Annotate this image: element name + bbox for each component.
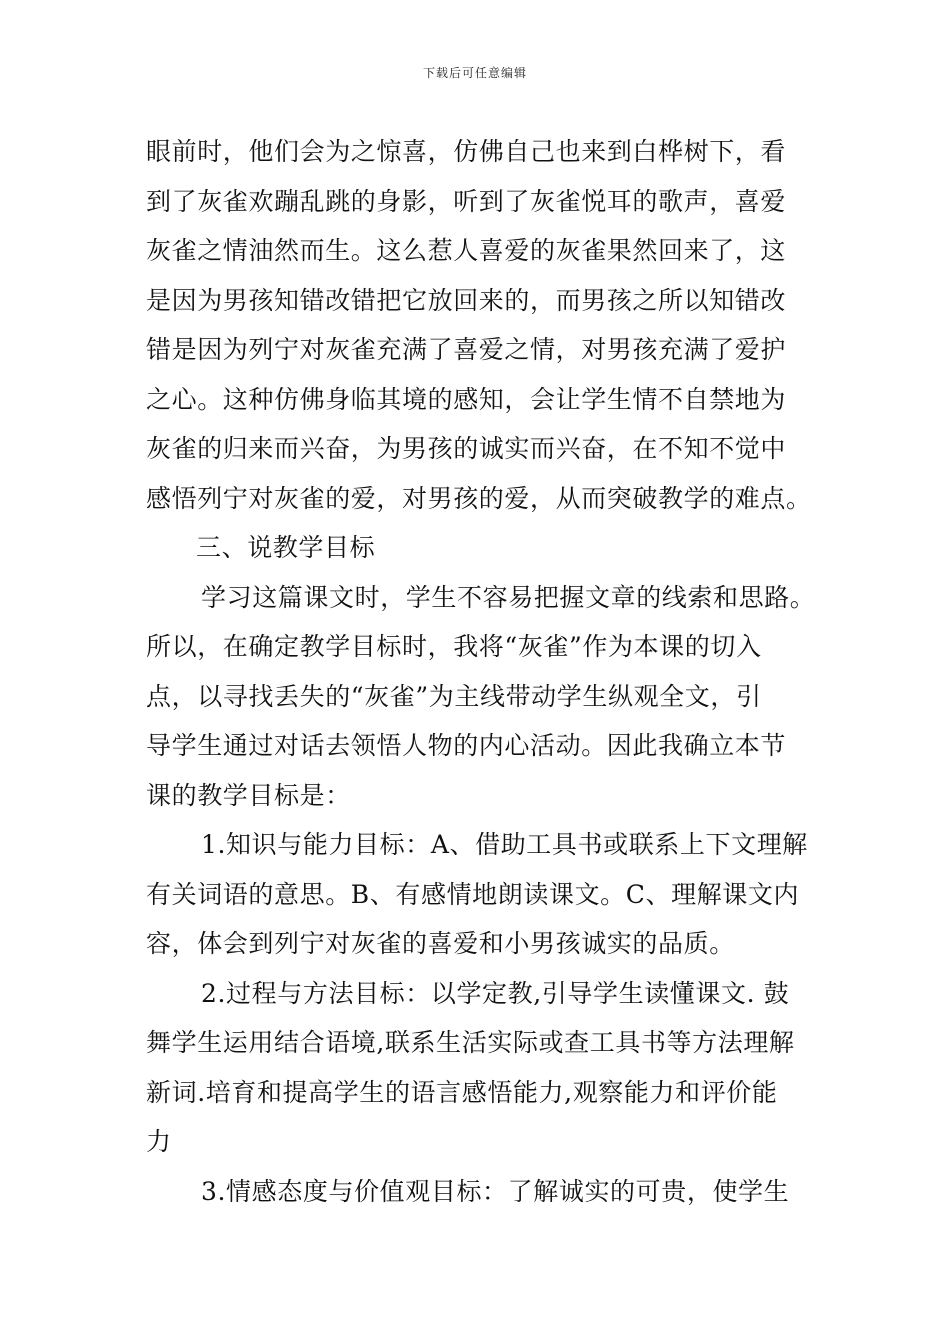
text-line: 所以，在确定教学目标时，我将“灰雀”作为本课的切入: [146, 632, 762, 661]
text-line: 课的教学目标是：: [146, 780, 351, 810]
text-line: 到了灰雀欢蹦乱跳的身影，听到了灰雀悦耳的歌声，喜爱: [146, 186, 787, 216]
text-line: 力: [146, 1127, 172, 1156]
text-line: 眼前时，他们会为之惊喜，仿佛自己也来到白桦树下，看: [146, 137, 787, 166]
list-item-1: 1.知识与能力目标：A、借助工具书或联系上下文理解: [201, 830, 808, 859]
text-line: 是因为男孩知错改错把它放回来的，而男孩之所以知错改: [146, 285, 787, 315]
text-line: 有关词语的意思。B、有感情地朗读课文。C、理解课文内: [146, 879, 800, 909]
text-line: 点，以寻找丢失的“灰雀”为主线带动学生纵观全文，引: [146, 681, 762, 711]
text-line: 之心。这种仿佛身临其境的感知，会让学生情不自禁地为: [146, 384, 787, 414]
section-heading: 三、说教学目标: [196, 533, 376, 562]
list-item-3: 3.情感态度与价值观目标：了解诚实的可贵，使学生: [201, 1176, 790, 1206]
text-line: 错是因为列宁对灰雀充满了喜爱之情，对男孩充满了爱护: [146, 335, 787, 364]
document-body: [146, 127, 814, 1216]
list-item-2: 2.过程与方法目标：以学定教,引导学生读懂课文. 鼓: [201, 978, 790, 1008]
text-line: 容，体会到列宁对灰雀的喜爱和小男孩诚实的品质。: [146, 929, 735, 958]
text-line: 学习这篇课文时，学生不容易把握文章的线索和思路。: [201, 582, 816, 612]
text-line: 新词.培育和提高学生的语言感悟能力,观察能力和评价能: [146, 1077, 778, 1107]
page-header: 下载后可任意编辑: [422, 66, 527, 80]
text-line: 导学生通过对话去领悟人物的内心活动。因此我确立本节: [146, 731, 787, 760]
text-line: 灰雀的归来而兴奋，为男孩的诚实而兴奋，在不知不觉中: [146, 434, 787, 463]
text-line: 灰雀之情油然而生。这么惹人喜爱的灰雀果然回来了，这: [146, 236, 787, 265]
text-line: 舞学生运用结合语境,联系生活实际或查工具书等方法理解: [146, 1028, 795, 1057]
text-line: 感悟列宁对灰雀的爱，对男孩的爱，从而突破教学的难点。: [146, 483, 812, 513]
